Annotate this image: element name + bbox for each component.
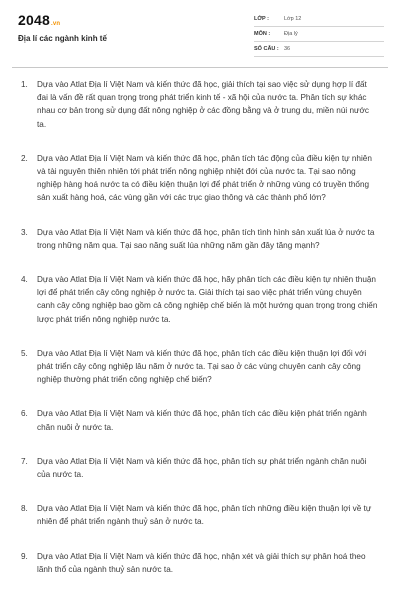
logo-domain: .vn: [50, 21, 61, 27]
question-item: [0, 407, 400, 433]
question-text: Dựa vào Atlat Địa lí Việt Nam và kiến thức đã học, phân tích sự phát triển ngành chăn nuôi của nước ta.: [37, 456, 367, 480]
question-item: [0, 347, 400, 387]
question-number: 6.: [21, 409, 28, 419]
meta-value: Lớp 12: [284, 16, 302, 22]
question-item: [0, 152, 400, 205]
question-text: Dựa vào Atlat Địa lí Việt Nam và kiến thức đã học, phân tích các điều kiện thuận lợi đối với phát triển cây công nghiệp lâu năm ở nước ta. Tại sao ở các vùng chuyên canh cây công nghiệp thường phát triển công nghiệp chế biến?: [37, 348, 367, 385]
question-number: 5.: [21, 348, 28, 358]
question-number: 8.: [21, 504, 28, 514]
site-logo[interactable]: [18, 12, 60, 28]
logo-number: 2048: [18, 12, 50, 28]
question-text: Dựa vào Atlat Địa lí Việt Nam và kiến thức đã học, nhận xét và giải thích sự phân hoá theo lãnh thổ của ngành thuỷ sản nước ta.: [37, 551, 366, 574]
question-number: 2.: [21, 153, 28, 163]
question-text: Dựa vào Atlat Địa lí Việt Nam và kiến thức đã học, phân tích các điều kiện phát triển ngành chăn nuôi ở nước ta.: [37, 409, 367, 432]
question-item: [0, 226, 400, 252]
question-item: [0, 78, 400, 131]
question-text: Dựa vào Atlat Địa lí Việt Nam và kiến thức đã học, phân tích tác động của điều kiện tự nhiên và tài nguyên thiên nhiên tới phát triển nông nghiệp nhiệt đới của nước ta. Tại sao nông nghiệp hàng hoá nước ta có điều kiện thuận lợi để phát triển ở những vùng có truyền thống sản xuất hàng hoá, các vùng gần với các trục giao thông và các thành phố lớn?: [37, 153, 372, 203]
question-list: [0, 78, 400, 576]
question-number: 3.: [21, 227, 28, 237]
question-number: 9.: [21, 551, 28, 561]
page-header: [0, 0, 400, 66]
question-item: [0, 502, 400, 528]
meta-row-grade: [254, 12, 384, 27]
meta-value: Địa lý: [284, 31, 298, 37]
meta-value: 36: [284, 46, 291, 52]
header-divider: [12, 67, 388, 68]
question-item: [0, 455, 400, 481]
question-number: 4.: [21, 275, 28, 285]
meta-key: LỚP :: [254, 16, 269, 22]
question-text: Dựa vào Atlat Địa lí Việt Nam và kiến thức đã học, phân tích tình hình sản xuất lúa ở nước ta trong những năm qua. Tại sao năng suất lúa những năm gần đây tăng mạnh?: [37, 227, 375, 250]
question-item: [0, 550, 400, 576]
meta-row-question-count: [254, 42, 384, 57]
question-text: Dựa vào Atlat Địa lí Việt Nam và kiến thức đã học, phân tích những điều kiện thuận lợi về tự nhiên để phát triển ngành thuỷ sản ở nước ta.: [37, 504, 372, 527]
meta-row-subject: [254, 27, 384, 42]
question-number: 7.: [21, 456, 28, 466]
question-number: 1.: [21, 80, 28, 89]
meta-key: MÔN :: [254, 31, 271, 37]
meta-key: SỐ CÂU :: [254, 46, 279, 52]
meta-box: [254, 12, 384, 57]
question-item: [0, 273, 400, 326]
question-text: Dựa vào Atlat Địa lí Việt Nam và kiến thức đã học, hãy phân tích các điều kiện tự nhiên thuận lợi để phát triển cây công nghiệp ở nước ta. Giải thích tại sao việc phát triển vùng chuyên canh cây công nghiệp bao gồm cả công nghiệp chế biến là một hướng quan trọng trong chiến lược phát triển nông nghiệp nước ta.: [37, 275, 378, 324]
question-text: Dựa vào Atlat Địa lí Việt Nam và kiến thức đã học, giải thích tại sao việc sử dụng hợp lí đất đai là vấn đề rất quan trọng trong phát triển kinh tế - xã hội của nước ta. Phân tích sự khác nhau cơ bản trong sử dụng đất nông nghiệp ở các đồng bằng và ở trung du, miền núi nước ta.: [37, 80, 369, 129]
subject-title: Địa lí các ngành kinh tế: [18, 34, 107, 43]
